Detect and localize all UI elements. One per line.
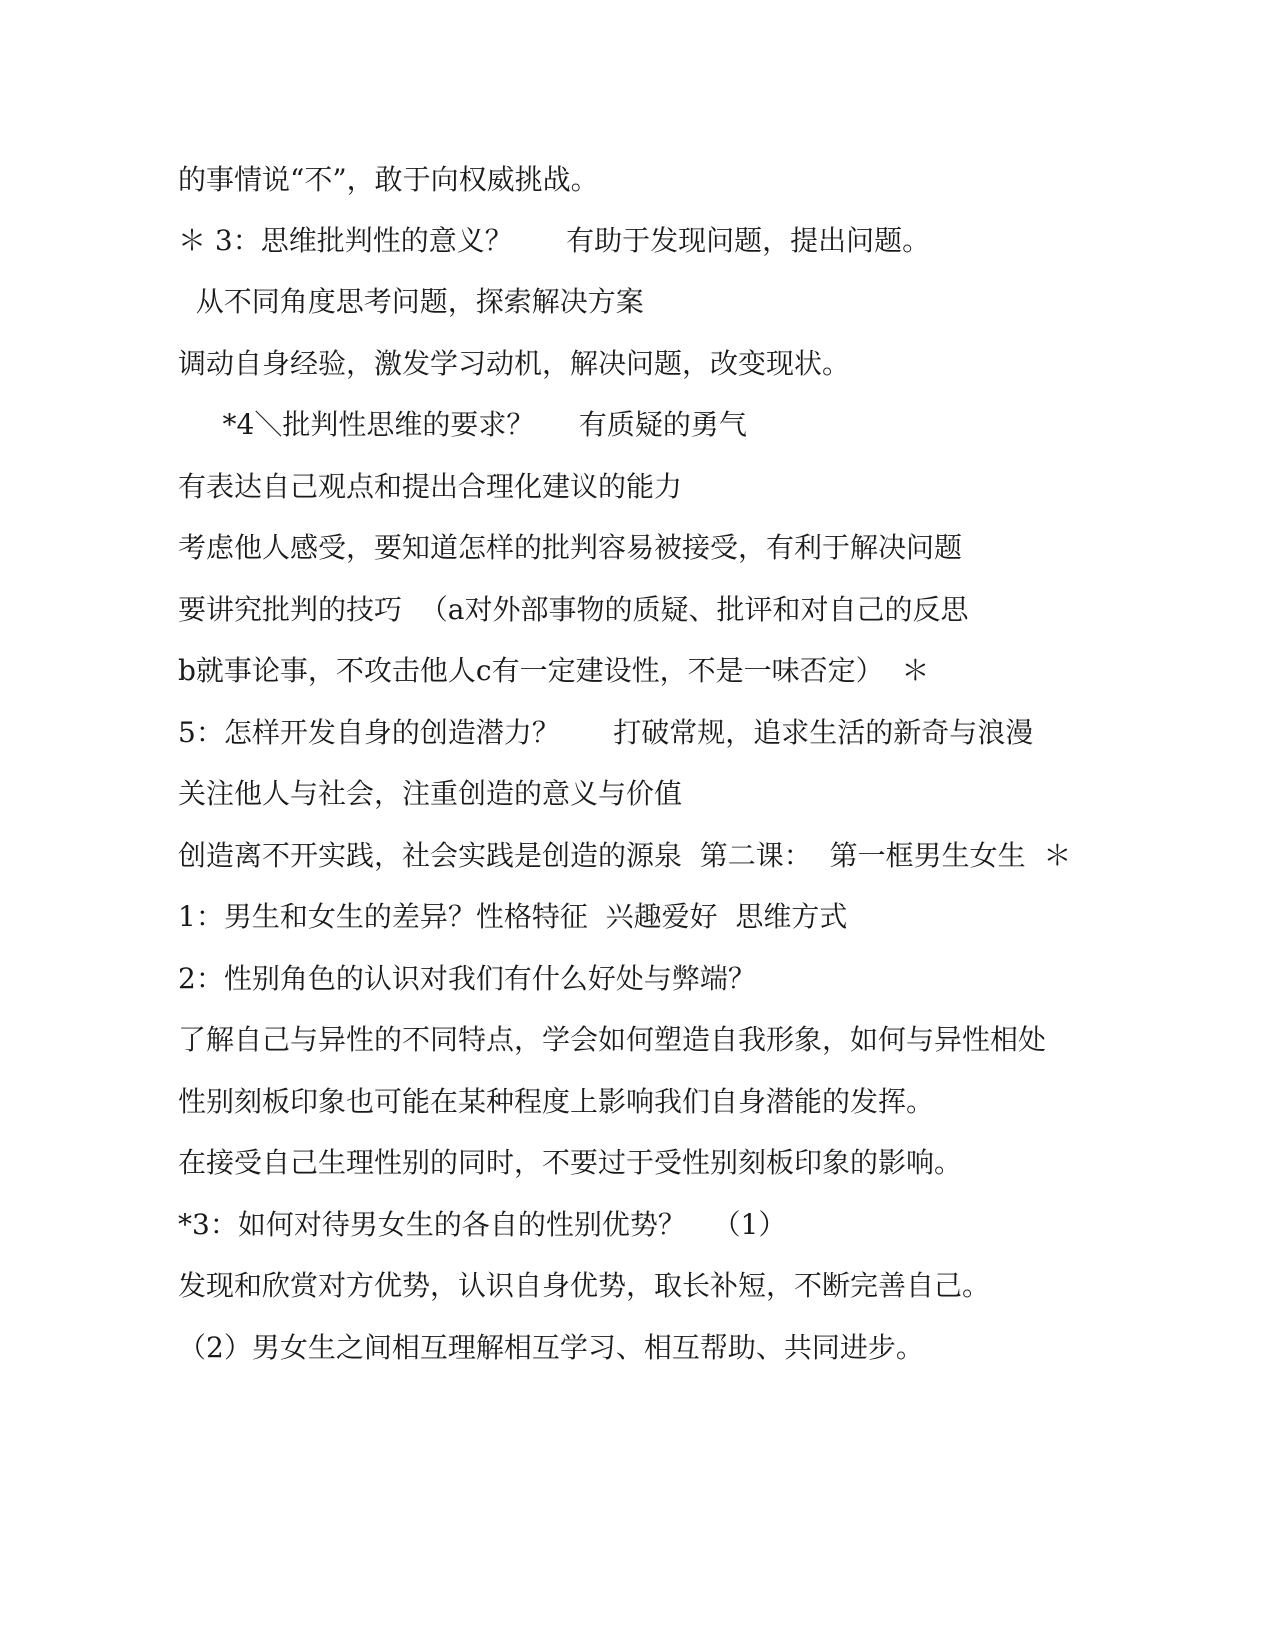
text-line: ＊ 3：思维批判性的意义？ 有助于发现问题，提出问题。	[178, 224, 931, 257]
text-line: 发现和欣赏对方优势，认识自身优势，取长补短，不断完善自己。	[178, 1269, 991, 1302]
text-line: 的事情说“不”，敢于向权威挑战。	[178, 163, 599, 196]
text-line: 5：怎样开发自身的创造潜力？ 打破常规，追求生活的新奇与浪漫	[178, 716, 1034, 749]
text-line: 考虑他人感受，要知道怎样的批判容易被接受，有利于解决问题	[178, 531, 963, 564]
text-line: 关注他人与社会，注重创造的意义与价值	[178, 777, 683, 810]
text-line: 性别刻板印象也可能在某种程度上影响我们自身潜能的发挥。	[178, 1085, 935, 1118]
text-line: 要讲究批判的技巧 （a对外部事物的质疑、批评和对自己的反思	[178, 593, 969, 626]
text-line: 调动自身经验，激发学习动机，解决问题，改变现状。	[178, 347, 851, 380]
text-line: 了解自己与异性的不同特点，学会如何塑造自我形象，如何与异性相处	[178, 1023, 1047, 1056]
text-line: b就事论事，不攻击他人c有一定建设性，不是一味否定） ＊	[178, 654, 930, 687]
text-line: （2）男女生之间相互理解相互学习、相互帮助、共同进步。	[178, 1331, 924, 1364]
text-line: 2：性别角色的认识对我们有什么好处与弊端？	[178, 962, 756, 995]
text-line: 创造离不开实践，社会实践是创造的源泉 第二课： 第一框男生女生 ＊	[178, 839, 1072, 872]
text-line: 1：男生和女生的差异？性格特征 兴趣爱好 思维方式	[178, 900, 848, 933]
text-line: *4＼批判性思维的要求？ 有质疑的勇气	[178, 408, 747, 441]
text-line: *3：如何对待男女生的各自的性别优势？ （1）	[178, 1208, 787, 1241]
text-line: 有表达自己观点和提出合理化建议的能力	[178, 470, 683, 503]
text-line: 从不同角度思考问题，探索解决方案	[178, 285, 644, 318]
text-line: 在接受自己生理性别的同时，不要过于受性别刻板印象的影响。	[178, 1146, 963, 1179]
